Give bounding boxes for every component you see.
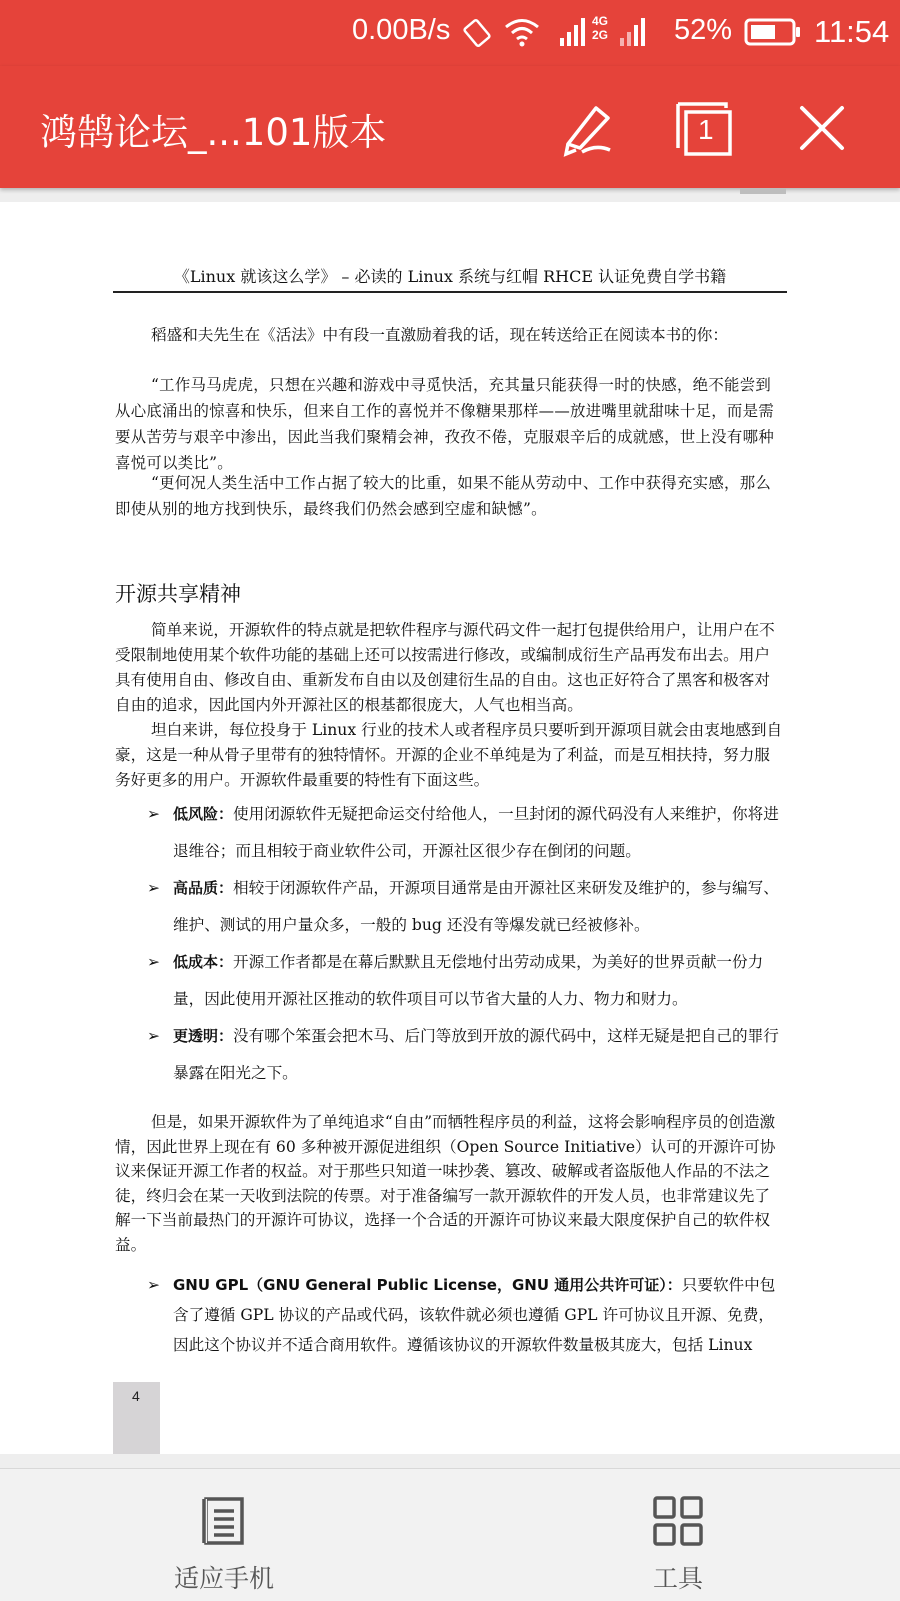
signal-sim1-icon bbox=[558, 16, 588, 48]
body-paragraph-2: 坦白来讲，每位投身于 Linux 行业的技术人或者程序员只要听到开源项目就会由衷地感到自豪，这是一种从骨子里带有的独特情怀。开源的企业不单纯是为了利益，而是互相扶持，努力服务好更多的用户。开源软件最重要的特性有下面这些。 bbox=[115, 721, 783, 789]
clock: 11:54 bbox=[814, 14, 890, 49]
bullet-arrow-icon: ➢ bbox=[147, 805, 161, 823]
network-speed: 0.00B/s bbox=[352, 14, 451, 46]
page-count-label: 1 bbox=[698, 114, 714, 145]
bullet-text: 只要软件中包含了遵循 GPL 协议的产品或代码，该软件就必须也遵循 GPL 许可协议且开源、免费，因此这个协议并不适合商用软件。遵循该协议的开源软件数量极其庞大，包括 Linux bbox=[173, 1276, 776, 1354]
bullet-low-cost bbox=[147, 944, 785, 1018]
edit-pen-icon[interactable] bbox=[556, 96, 620, 160]
wifi-icon bbox=[504, 16, 540, 48]
quote-paragraph-1: “工作马马虎虎，只想在兴趣和游戏中寻觅快活，充其量只能获得一时的快感，绝不能尝到从心底涌出的惊喜和快乐，但来自工作的喜悦并不像糖果那样——放进嘴里就甜味十足，而是需要从苦劳与艰辛中渗出，因此当我们聚精会神，孜孜不倦，克服艰辛后的成就感，世上没有哪种喜悦可以类比”。 bbox=[115, 376, 775, 472]
fit-phone-button[interactable] bbox=[124, 1469, 324, 1601]
bullet-term: 更透明： bbox=[173, 1027, 234, 1045]
bullet-text: 使用闭源软件无疑把命运交付给他人，一旦封闭的源代码没有人来维护，你将进退维谷；而且相较于商业软件公司，开源社区很少存在倒闭的问题。 bbox=[173, 805, 779, 860]
network-type-label: 4G 2G bbox=[592, 14, 609, 42]
bullet-term: GNU GPL（GNU General Public License，GNU 通用公共许可证）： bbox=[173, 1276, 682, 1294]
bullet-low-risk bbox=[147, 796, 785, 870]
page-number-tab bbox=[113, 1382, 160, 1454]
bullet-arrow-icon: ➢ bbox=[147, 879, 161, 897]
bullet-term: 高品质： bbox=[173, 879, 234, 897]
battery-icon bbox=[744, 18, 802, 46]
page-count-button[interactable] bbox=[668, 96, 744, 160]
scroll-indicator[interactable] bbox=[740, 188, 786, 194]
bullet-arrow-icon: ➢ bbox=[147, 953, 161, 971]
title-bar bbox=[0, 66, 900, 188]
body-paragraph-1: 简单来说，开源软件的特点就是把软件程序与源代码文件一起打包提供给用户，让用户在不受限制地使用某个软件功能的基础上还可以按需进行修改，或编制成衍生产品再发布出去。用户具有使用自由、修改自由、重新发布自由以及创建衍生品的自由。这也正好符合了黑客和极客对自由的追求，因此国内外开源社区的根基都很庞大，人气也相当高。 bbox=[115, 621, 775, 714]
page-number: 4 bbox=[132, 1388, 140, 1404]
bullet-text: 相较于闭源软件产品，开源项目通常是由开源社区来研发及维护的，参与编写、维护、测试的用户量众多，一般的 bug 还没有等爆发就已经被修补。 bbox=[173, 879, 779, 934]
bullet-arrow-icon: ➢ bbox=[147, 1276, 161, 1294]
quote-paragraph-2: “更何况人类生活中工作占据了较大的比重，如果不能从劳动中、工作中获得充实感，那么即使从别的地方找到快乐，最终我们仍然会感到空虚和缺憾”。 bbox=[115, 474, 772, 518]
bullet-term: 低成本： bbox=[173, 953, 234, 971]
intro-paragraph: 稻盛和夫先生在《活法》中有段一直激励着我的话，现在转送给正在阅读本书的你： bbox=[151, 326, 728, 344]
bullet-term: 低风险： bbox=[173, 805, 234, 823]
running-header: 《Linux 就该这么学》 – 必读的 Linux 系统与红帽 RHCE 认证免费自学书籍 bbox=[113, 264, 787, 293]
bullet-more-transparent bbox=[147, 1018, 785, 1092]
tools-label: 工具 bbox=[652, 1564, 703, 1593]
close-icon[interactable] bbox=[790, 96, 854, 160]
bullet-high-quality bbox=[147, 870, 785, 944]
document-title: 鸿鹄论坛_...101版本 bbox=[40, 111, 387, 154]
section-heading: 开源共享精神 bbox=[115, 582, 241, 606]
bullet-gnu-gpl bbox=[147, 1270, 785, 1360]
signal-sim2-icon bbox=[618, 16, 648, 48]
battery-percent: 52% bbox=[674, 14, 733, 46]
body-paragraph-3: 但是，如果开源软件为了单纯追求“自由”而牺牲程序员的利益，这将会影响程序员的创造激情，因此世界上现在有 60 多种被开源促进组织（Open Source Initiative）认可的开源许可协议来保证开源工作者的权益。对于那些只知道一味抄袭、篡改、破解或者盗版他人作品的不法之徒，终归会在某一天收到法院的传票。对于准备编写一款开源软件的开发人员，也非常建议先了解一下当前最热门的开源许可协议，选择一个合适的开源许可协议来最大限度保护自己的软件权益。 bbox=[115, 1113, 776, 1254]
bullet-text: 没有哪个笨蛋会把木马、后门等放到开放的源代码中，这样无疑是把自己的罪行暴露在阳光之下。 bbox=[173, 1027, 779, 1082]
bullet-arrow-icon: ➢ bbox=[147, 1027, 161, 1045]
grid-icon bbox=[652, 1495, 704, 1547]
bottom-toolbar bbox=[0, 1468, 900, 1601]
document-lines-icon bbox=[200, 1495, 248, 1549]
rotation-lock-icon bbox=[460, 16, 494, 50]
status-bar bbox=[0, 0, 900, 66]
fit-phone-label: 适应手机 bbox=[173, 1564, 274, 1593]
bullet-text: 开源工作者都是在幕后默默且无偿地付出劳动成果，为美好的世界贡献一份力量，因此使用开源社区推动的软件项目可以节省大量的人力、物力和财力。 bbox=[173, 953, 764, 1008]
tools-button[interactable] bbox=[578, 1469, 778, 1601]
